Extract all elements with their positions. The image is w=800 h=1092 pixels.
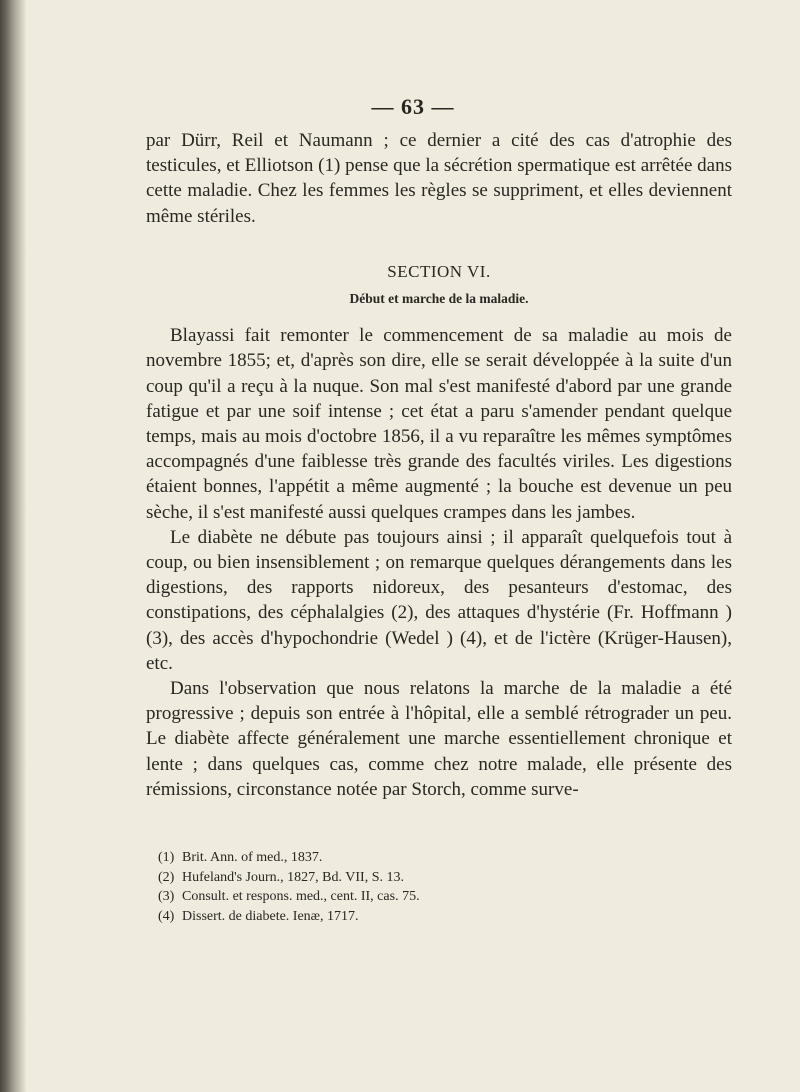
footnote-mark: (3) [158, 889, 175, 905]
footnote-text: Brit. Ann. of med., 1837. [182, 850, 323, 865]
section-title: SECTION VI. [387, 261, 491, 281]
footnote-mark: (1) [158, 850, 175, 865]
footnotes [158, 848, 718, 926]
paragraph: Le diabète ne débute pas toujours ainsi ; il apparaît quelquefois tout à coup, ou bien insensiblement ; on remarque quelques dérangements dans les digestions, des rapports nidoreux, des pesanteurs d'estomac, des constipations, des céphalalgies (2), des attaques d'hystérie (Fr. Hoffmann ) (3), des accès d'hypochondrie (Wedel ) (4), et de l'ictère (Krüger-Hausen), etc. [146, 526, 732, 674]
footnote-mark: (2) [158, 869, 175, 885]
footnote [158, 887, 718, 907]
footnote-mark: (4) [158, 908, 175, 924]
paragraph: Blayassi fait remonter le commencement de sa maladie au mois de novembre 1855; et, d'après son dire, elle se serait développée à la suite d'un coup qu'il a reçu à la nuque. Son mal s'est manifesté d'abord par une grande fatigue et par une soif intense ; cet état a paru s'amender pendant quelque temps, mais au mois d'octobre 1856, il a vu reparaître les mêmes symptômes accompagnés d'une faiblesse très grande des facultés viriles. Les digestions étaient bonnes, l'appétit a même augmenté ; la bouche est devenue un peu sèche, il s'est manifesté aussi quelques crampes dans les jambes. [146, 325, 732, 523]
body-text [146, 128, 732, 802]
footnote-text: Hufeland's Journ., 1827, Bd. VII, S. 13. [182, 869, 404, 885]
paragraph: Dans l'observation que nous relatons la marche de la maladie a été progressive ; depuis son entrée à l'hôpital, elle a semblé rétrograder un peu. Le diabète affecte généralement une marche essentiellement chronique et lente ; dans quelques cas, comme chez notre malade, elle présente des rémissions, circonstance notée par Storch, comme surve- [146, 678, 732, 800]
footnote [158, 868, 718, 888]
book-page [26, 0, 800, 1092]
footnote [158, 907, 718, 927]
paragraph: par Dürr, Reil et Naumann ; ce dernier a cité des cas d'atrophie des testicules, et Elliotson (1) pense que la sécrétion spermatique est arrêtée dans cette maladie. Chez les femmes les règles se suppriment, et elles deviennent même stériles. [146, 130, 732, 227]
page-number: — 63 — [371, 94, 455, 119]
book-binding-shadow [0, 0, 26, 1092]
section-subtitle: Début et marche de la maladie. [349, 291, 529, 307]
footnote-text: Dissert. de diabete. Ienæ, 1717. [182, 908, 359, 924]
footnote [158, 848, 718, 868]
footnote-text: Consult. et respons. med., cent. II, cas. 75. [182, 889, 420, 905]
